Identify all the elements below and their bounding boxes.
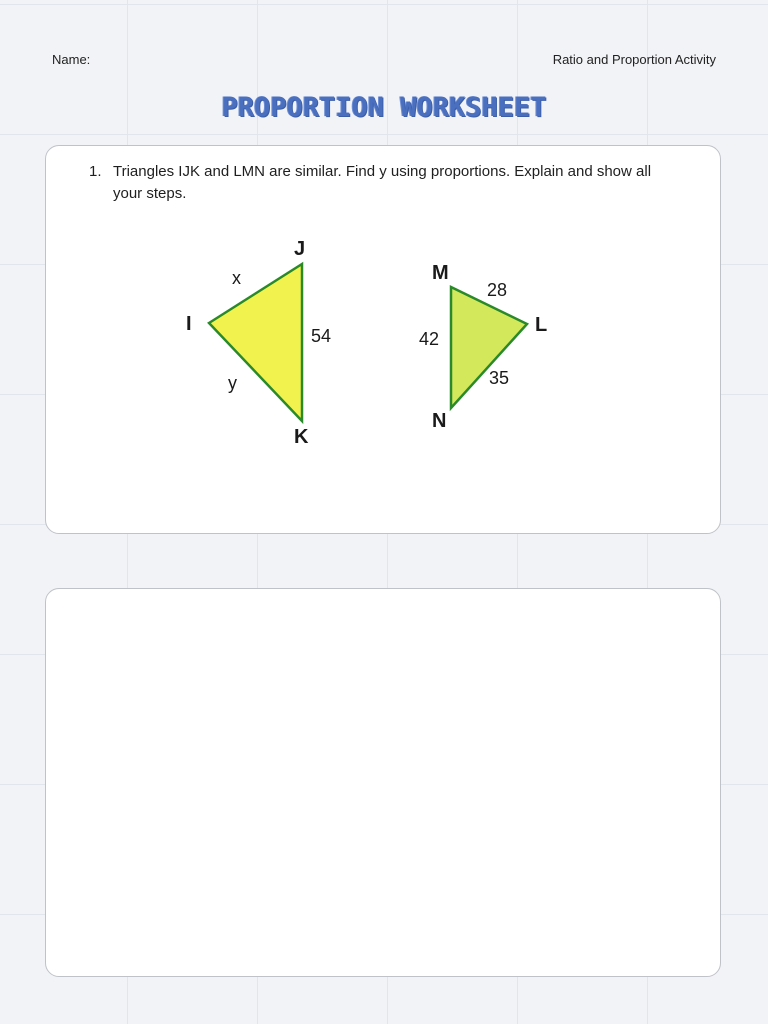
question-card	[45, 145, 721, 534]
side-ij-label: x	[232, 268, 241, 288]
side-ml-label: 28	[487, 280, 508, 300]
vertex-n-label: N	[432, 410, 447, 432]
name-label: Name:	[52, 52, 91, 67]
side-mn-label: 42	[419, 329, 440, 349]
vertex-j-label: J	[294, 238, 306, 260]
triangle-ijk	[209, 264, 302, 421]
answer-box[interactable]	[45, 588, 721, 977]
question-text: Triangles IJK and LMN are similar. Find y using proportions. Explain and show all your steps.	[113, 163, 652, 202]
activity-title: Ratio and Proportion Activity	[552, 52, 716, 67]
side-ik-label: y	[228, 373, 237, 393]
vertex-i-label: I	[186, 313, 192, 335]
vertex-m-label: M	[432, 262, 449, 284]
side-jk-label: 54	[311, 326, 332, 346]
triangle-lmn	[451, 287, 527, 408]
triangles-figure	[46, 146, 720, 533]
question-number: 1.	[89, 163, 102, 180]
worksheet-title: PROPORTION WORKSHEET	[221, 92, 547, 123]
vertex-k-label: K	[294, 426, 309, 448]
side-nl-label: 35	[489, 368, 510, 388]
vertex-l-label: L	[535, 314, 548, 336]
